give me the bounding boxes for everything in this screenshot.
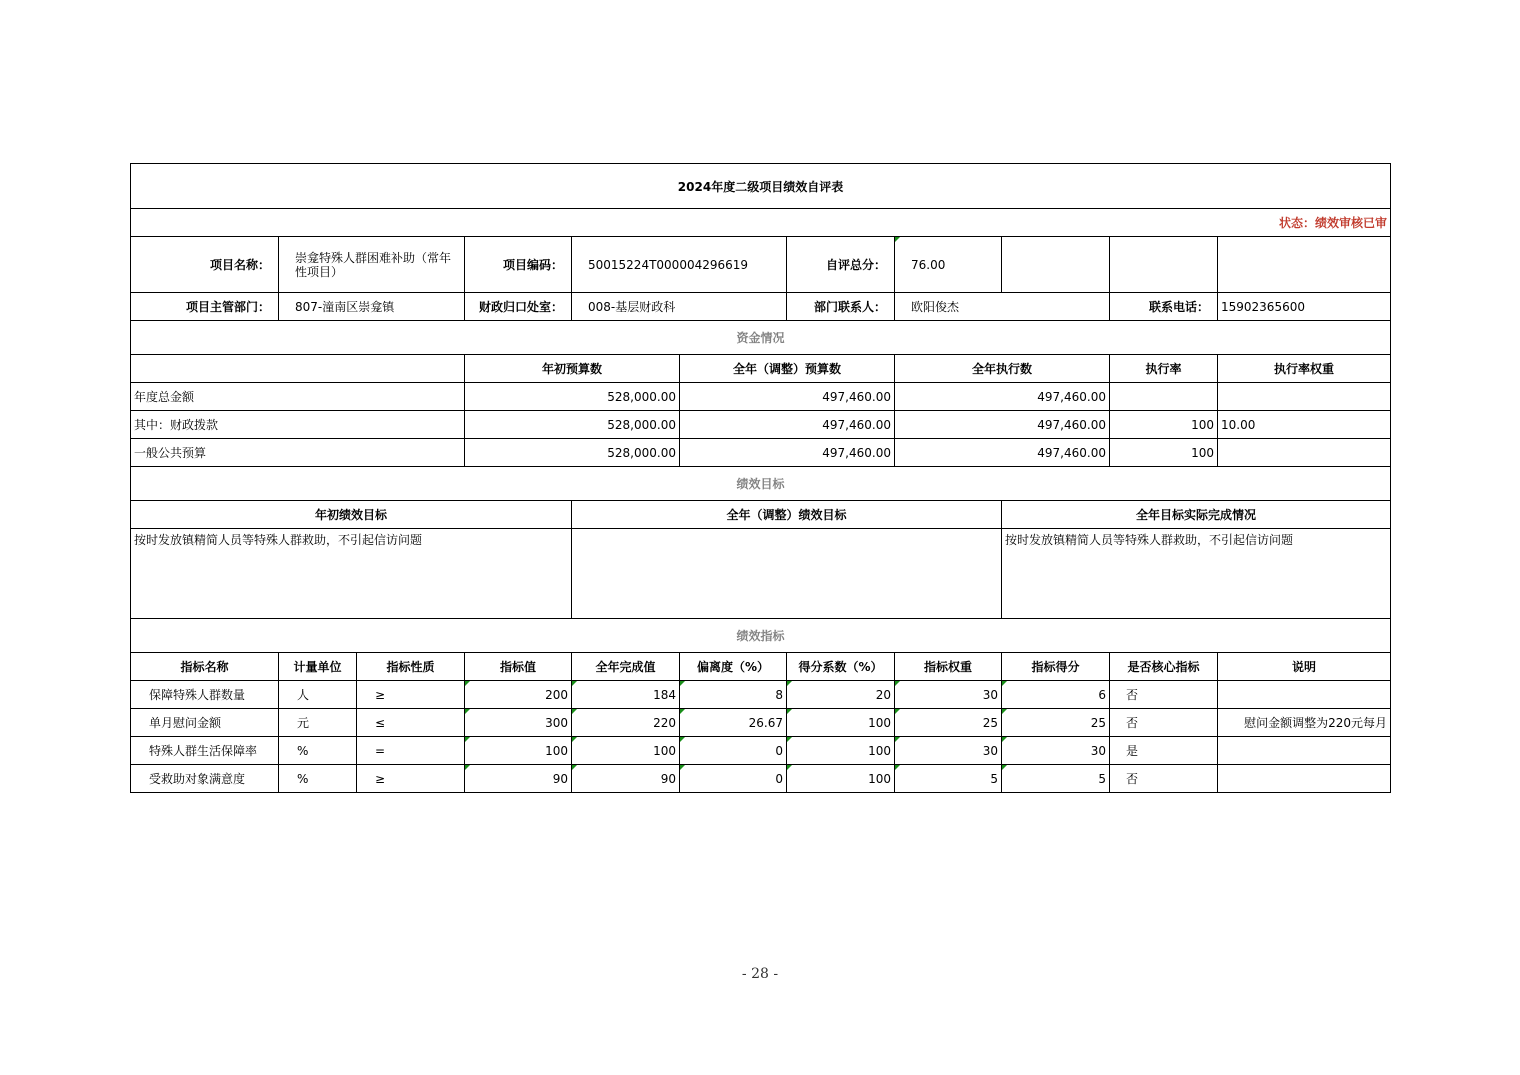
indicators-header-row — [131, 653, 1391, 681]
indicator-unit: 人 — [279, 681, 357, 709]
dept-label: 项目主管部门： — [131, 293, 279, 321]
indicator-header: 指标名称 — [131, 653, 279, 681]
fund-name: 其中：财政拨款 — [131, 411, 465, 439]
fund-initial: 528,000.00 — [465, 439, 680, 467]
indicator-core: 是 — [1110, 737, 1218, 765]
indicator-header: 计量单位 — [279, 653, 357, 681]
fund-weight: 10.00 — [1218, 411, 1391, 439]
indicator-coef: 100 — [787, 765, 895, 793]
goals-section-title: 绩效目标 — [131, 467, 1391, 501]
funds-header: 年初预算数 — [465, 355, 680, 383]
indicator-score: 5 — [1002, 765, 1110, 793]
fund-rate: 100 — [1110, 411, 1218, 439]
indicator-header: 指标性质 — [357, 653, 465, 681]
contact-label: 部门联系人： — [787, 293, 895, 321]
initial-goal: 按时发放镇精简人员等特殊人群救助，不引起信访问题 — [131, 529, 572, 619]
indicator-header: 偏离度（%） — [680, 653, 787, 681]
table-row — [131, 737, 1391, 765]
indicator-actual: 220 — [572, 709, 680, 737]
indicator-actual: 100 — [572, 737, 680, 765]
indicator-weight: 30 — [895, 737, 1002, 765]
indicator-deviation: 0 — [680, 737, 787, 765]
funds-section-title: 资金情况 — [131, 321, 1391, 355]
table-row — [131, 709, 1391, 737]
fund-executed: 497,460.00 — [895, 411, 1110, 439]
indicator-note — [1218, 765, 1391, 793]
project-code-label: 项目编码： — [465, 237, 572, 293]
page-title: 2024年度二级项目绩效自评表 — [131, 164, 1391, 209]
indicator-header: 得分系数（%） — [787, 653, 895, 681]
indicator-note — [1218, 737, 1391, 765]
indicator-header: 指标值 — [465, 653, 572, 681]
goals-header: 年初绩效目标 — [131, 501, 572, 529]
phone: 15902365600 — [1218, 293, 1391, 321]
indicators-section-title: 绩效指标 — [131, 619, 1391, 653]
indicator-header: 全年完成值 — [572, 653, 680, 681]
fund-weight — [1218, 383, 1391, 411]
indicator-deviation: 0 — [680, 765, 787, 793]
adjusted-goal — [572, 529, 1002, 619]
indicator-target: 200 — [465, 681, 572, 709]
indicator-target: 100 — [465, 737, 572, 765]
fund-rate: 100 — [1110, 439, 1218, 467]
indicator-unit: 元 — [279, 709, 357, 737]
indicator-actual: 90 — [572, 765, 680, 793]
indicator-deviation: 8 — [680, 681, 787, 709]
indicator-target: 300 — [465, 709, 572, 737]
indicator-score: 25 — [1002, 709, 1110, 737]
total-score-label: 自评总分： — [787, 237, 895, 293]
page-number: - 28 - — [741, 966, 779, 982]
indicator-header: 指标权重 — [895, 653, 1002, 681]
fund-initial: 528,000.00 — [465, 383, 680, 411]
funds-header: 执行率权重 — [1218, 355, 1391, 383]
indicator-coef: 100 — [787, 709, 895, 737]
table-row — [131, 765, 1391, 793]
indicator-header: 说明 — [1218, 653, 1391, 681]
contact: 欧阳俊杰 — [895, 293, 1110, 321]
fund-weight — [1218, 439, 1391, 467]
indicator-score: 6 — [1002, 681, 1110, 709]
indicator-core: 否 — [1110, 765, 1218, 793]
indicator-note: 慰问金额调整为220元每月 — [1218, 709, 1391, 737]
indicator-unit: % — [279, 765, 357, 793]
fund-rate — [1110, 383, 1218, 411]
indicator-coef: 100 — [787, 737, 895, 765]
indicator-core: 否 — [1110, 681, 1218, 709]
finance-label: 财政归口处室： — [465, 293, 572, 321]
table-row — [131, 411, 1391, 439]
indicator-weight: 30 — [895, 681, 1002, 709]
goals-header: 全年目标实际完成情况 — [1002, 501, 1391, 529]
indicator-name: 保障特殊人群数量 — [131, 681, 279, 709]
fund-executed: 497,460.00 — [895, 439, 1110, 467]
indicator-weight: 5 — [895, 765, 1002, 793]
blank-cell — [1218, 237, 1391, 293]
indicator-target: 90 — [465, 765, 572, 793]
blank-header — [131, 355, 465, 383]
table-row — [131, 383, 1391, 411]
indicator-weight: 25 — [895, 709, 1002, 737]
indicator-deviation: 26.67 — [680, 709, 787, 737]
fund-executed: 497,460.00 — [895, 383, 1110, 411]
finance: 008-基层财政科 — [572, 293, 787, 321]
indicator-nature: ≤ — [357, 709, 465, 737]
indicator-unit: % — [279, 737, 357, 765]
blank-cell — [1002, 237, 1110, 293]
project-code: 50015224T000004296619 — [572, 237, 787, 293]
project-name: 崇龛特殊人群困难补助（常年性项目） — [279, 237, 465, 293]
indicator-name: 单月慰问金额 — [131, 709, 279, 737]
table-row — [131, 681, 1391, 709]
blank-cell — [1110, 237, 1218, 293]
indicator-name: 特殊人群生活保障率 — [131, 737, 279, 765]
indicator-core: 否 — [1110, 709, 1218, 737]
fund-adjusted: 497,460.00 — [680, 439, 895, 467]
funds-header: 执行率 — [1110, 355, 1218, 383]
fund-name: 一般公共预算 — [131, 439, 465, 467]
goals-header: 全年（调整）绩效目标 — [572, 501, 1002, 529]
fund-adjusted: 497,460.00 — [680, 411, 895, 439]
indicator-nature: ≥ — [357, 681, 465, 709]
phone-label: 联系电话： — [1110, 293, 1218, 321]
indicator-coef: 20 — [787, 681, 895, 709]
fund-name: 年度总金额 — [131, 383, 465, 411]
actual-goal: 按时发放镇精简人员等特殊人群救助，不引起信访问题 — [1002, 529, 1391, 619]
indicator-note — [1218, 681, 1391, 709]
dept: 807-潼南区崇龛镇 — [279, 293, 465, 321]
table-row — [131, 439, 1391, 467]
indicator-nature: ≥ — [357, 765, 465, 793]
funds-header: 全年执行数 — [895, 355, 1110, 383]
evaluation-table — [130, 163, 1391, 793]
indicator-score: 30 — [1002, 737, 1110, 765]
evaluation-form — [130, 163, 1390, 793]
indicator-header: 指标得分 — [1002, 653, 1110, 681]
fund-adjusted: 497,460.00 — [680, 383, 895, 411]
project-name-label: 项目名称： — [131, 237, 279, 293]
funds-header: 全年（调整）预算数 — [680, 355, 895, 383]
status-badge: 状态：绩效审核已审 — [131, 209, 1391, 237]
indicator-actual: 184 — [572, 681, 680, 709]
fund-initial: 528,000.00 — [465, 411, 680, 439]
indicator-nature: = — [357, 737, 465, 765]
indicator-name: 受救助对象满意度 — [131, 765, 279, 793]
indicator-header: 是否核心指标 — [1110, 653, 1218, 681]
total-score: 76.00 — [895, 237, 1002, 293]
